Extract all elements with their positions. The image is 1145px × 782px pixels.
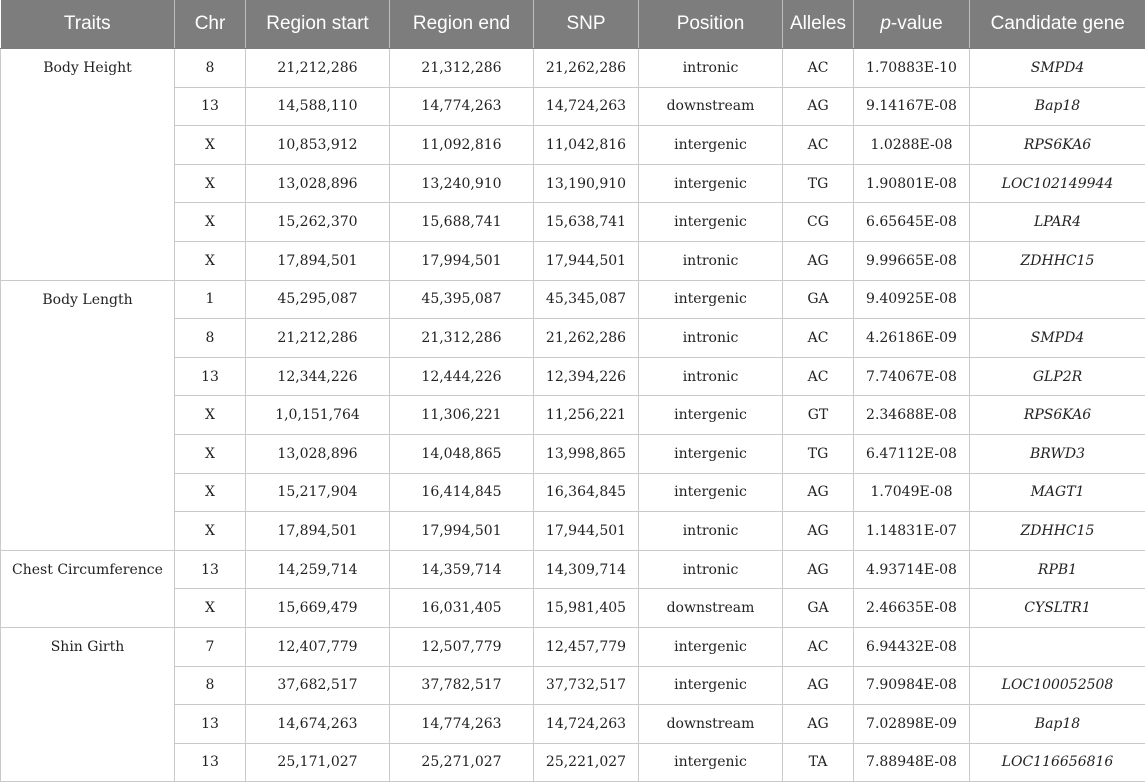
alleles-cell: TA <box>783 743 854 782</box>
region-end-cell: 11,092,816 <box>390 126 534 165</box>
snp-cell: 14,724,263 <box>534 87 639 126</box>
trait-cell: Body Height <box>1 49 175 281</box>
snp-cell: 25,221,027 <box>534 743 639 782</box>
position-cell: intronic <box>639 512 783 551</box>
table-body <box>1 49 1145 782</box>
table-header <box>1 0 1145 49</box>
region-end-cell: 37,782,517 <box>390 666 534 705</box>
region-start-cell: 17,894,501 <box>246 512 390 551</box>
header-traits: Traits <box>1 0 175 49</box>
pvalue-cell: 6.47112E-08 <box>854 434 970 473</box>
position-cell: downstream <box>639 705 783 744</box>
alleles-cell: GA <box>783 280 854 319</box>
candidate-gene-cell: RPS6KA6 <box>970 126 1145 165</box>
region-end-cell: 17,994,501 <box>390 241 534 280</box>
trait-cell: Body Length <box>1 280 175 550</box>
snp-cell: 17,944,501 <box>534 512 639 551</box>
position-cell: intergenic <box>639 434 783 473</box>
snp-cell: 12,394,226 <box>534 357 639 396</box>
alleles-cell: AG <box>783 87 854 126</box>
alleles-cell: TG <box>783 434 854 473</box>
alleles-cell: AC <box>783 49 854 88</box>
snp-cell: 11,042,816 <box>534 126 639 165</box>
snp-cell: 21,262,286 <box>534 319 639 358</box>
candidate-gene-cell: LOC100052508 <box>970 666 1145 705</box>
alleles-cell: AC <box>783 319 854 358</box>
pvalue-cell: 7.88948E-08 <box>854 743 970 782</box>
position-cell: intronic <box>639 550 783 589</box>
region-start-cell: 45,295,087 <box>246 280 390 319</box>
header-region-start: Region start <box>246 0 390 49</box>
chr-cell: X <box>175 512 246 551</box>
snp-cell: 37,732,517 <box>534 666 639 705</box>
position-cell: intergenic <box>639 280 783 319</box>
position-cell: intergenic <box>639 627 783 666</box>
snp-cell: 21,262,286 <box>534 49 639 88</box>
chr-cell: X <box>175 203 246 242</box>
candidate-gene-cell: LOC102149944 <box>970 164 1145 203</box>
header-region-end: Region end <box>390 0 534 49</box>
pvalue-cell: 7.74067E-08 <box>854 357 970 396</box>
table-row <box>1 627 1145 666</box>
candidate-gene-cell: MAGT1 <box>970 473 1145 512</box>
region-end-cell: 17,994,501 <box>390 512 534 551</box>
region-start-cell: 15,217,904 <box>246 473 390 512</box>
pvalue-cell: 4.93714E-08 <box>854 550 970 589</box>
region-start-cell: 21,212,286 <box>246 319 390 358</box>
position-cell: downstream <box>639 87 783 126</box>
region-start-cell: 14,674,263 <box>246 705 390 744</box>
region-end-cell: 16,414,845 <box>390 473 534 512</box>
candidate-gene-cell <box>970 280 1145 319</box>
snp-cell: 15,981,405 <box>534 589 639 628</box>
position-cell: downstream <box>639 589 783 628</box>
alleles-cell: AG <box>783 512 854 551</box>
region-end-cell: 11,306,221 <box>390 396 534 435</box>
chr-cell: X <box>175 473 246 512</box>
region-end-cell: 14,774,263 <box>390 87 534 126</box>
region-end-cell: 13,240,910 <box>390 164 534 203</box>
header-pvalue <box>854 0 970 49</box>
header-pvalue-italic: p <box>880 13 891 34</box>
candidate-gene-cell: ZDHHC15 <box>970 241 1145 280</box>
candidate-gene-cell: CYSLTR1 <box>970 589 1145 628</box>
region-start-cell: 25,171,027 <box>246 743 390 782</box>
header-candidate-gene: Candidate gene <box>970 0 1145 49</box>
position-cell: intergenic <box>639 473 783 512</box>
candidate-gene-cell: LOC116656816 <box>970 743 1145 782</box>
chr-cell: 8 <box>175 49 246 88</box>
pvalue-cell: 9.14167E-08 <box>854 87 970 126</box>
region-end-cell: 16,031,405 <box>390 589 534 628</box>
alleles-cell: TG <box>783 164 854 203</box>
region-start-cell: 21,212,286 <box>246 49 390 88</box>
alleles-cell: AG <box>783 666 854 705</box>
region-end-cell: 25,271,027 <box>390 743 534 782</box>
snp-cell: 13,998,865 <box>534 434 639 473</box>
region-start-cell: 12,407,779 <box>246 627 390 666</box>
header-row <box>1 0 1145 49</box>
region-end-cell: 12,507,779 <box>390 627 534 666</box>
candidate-gene-cell: SMPD4 <box>970 319 1145 358</box>
position-cell: intergenic <box>639 126 783 165</box>
alleles-cell: AG <box>783 550 854 589</box>
region-start-cell: 10,853,912 <box>246 126 390 165</box>
snp-cell: 45,345,087 <box>534 280 639 319</box>
candidate-gene-cell: Bap18 <box>970 87 1145 126</box>
pvalue-cell: 2.34688E-08 <box>854 396 970 435</box>
header-snp: SNP <box>534 0 639 49</box>
pvalue-cell: 4.26186E-09 <box>854 319 970 358</box>
position-cell: intronic <box>639 49 783 88</box>
chr-cell: X <box>175 241 246 280</box>
snp-cell: 13,190,910 <box>534 164 639 203</box>
region-start-cell: 14,259,714 <box>246 550 390 589</box>
candidate-gene-cell: SMPD4 <box>970 49 1145 88</box>
pvalue-cell: 1.0288E-08 <box>854 126 970 165</box>
region-end-cell: 15,688,741 <box>390 203 534 242</box>
region-start-cell: 15,669,479 <box>246 589 390 628</box>
chr-cell: 13 <box>175 743 246 782</box>
region-start-cell: 17,894,501 <box>246 241 390 280</box>
chr-cell: 1 <box>175 280 246 319</box>
chr-cell: X <box>175 164 246 203</box>
candidate-gene-cell: RPS6KA6 <box>970 396 1145 435</box>
chr-cell: X <box>175 434 246 473</box>
pvalue-cell: 6.65645E-08 <box>854 203 970 242</box>
region-start-cell: 13,028,896 <box>246 164 390 203</box>
chr-cell: 7 <box>175 627 246 666</box>
alleles-cell: AG <box>783 473 854 512</box>
candidate-gene-cell: ZDHHC15 <box>970 512 1145 551</box>
candidate-gene-cell: BRWD3 <box>970 434 1145 473</box>
trait-cell: Shin Girth <box>1 627 175 781</box>
pvalue-cell: 1.7049E-08 <box>854 473 970 512</box>
candidate-gene-cell: LPAR4 <box>970 203 1145 242</box>
alleles-cell: AC <box>783 627 854 666</box>
alleles-cell: AG <box>783 705 854 744</box>
pvalue-cell: 1.90801E-08 <box>854 164 970 203</box>
region-start-cell: 12,344,226 <box>246 357 390 396</box>
candidate-gene-cell: GLP2R <box>970 357 1145 396</box>
candidate-gene-cell <box>970 627 1145 666</box>
alleles-cell: AC <box>783 357 854 396</box>
header-pvalue-rest: -value <box>891 13 943 34</box>
position-cell: intergenic <box>639 203 783 242</box>
snp-cell: 15,638,741 <box>534 203 639 242</box>
region-start-cell: 13,028,896 <box>246 434 390 473</box>
position-cell: intergenic <box>639 743 783 782</box>
position-cell: intergenic <box>639 164 783 203</box>
alleles-cell: AC <box>783 126 854 165</box>
pvalue-cell: 1.14831E-07 <box>854 512 970 551</box>
table-row <box>1 49 1145 88</box>
region-end-cell: 14,359,714 <box>390 550 534 589</box>
region-start-cell: 37,682,517 <box>246 666 390 705</box>
region-end-cell: 14,774,263 <box>390 705 534 744</box>
chr-cell: 13 <box>175 87 246 126</box>
snp-cell: 16,364,845 <box>534 473 639 512</box>
snp-cell: 12,457,779 <box>534 627 639 666</box>
alleles-cell: AG <box>783 241 854 280</box>
header-alleles: Alleles <box>783 0 854 49</box>
position-cell: intronic <box>639 357 783 396</box>
region-end-cell: 21,312,286 <box>390 49 534 88</box>
chr-cell: 13 <box>175 357 246 396</box>
pvalue-cell: 2.46635E-08 <box>854 589 970 628</box>
snp-cell: 11,256,221 <box>534 396 639 435</box>
region-end-cell: 12,444,226 <box>390 357 534 396</box>
alleles-cell: CG <box>783 203 854 242</box>
region-start-cell: 15,262,370 <box>246 203 390 242</box>
pvalue-cell: 1.70883E-10 <box>854 49 970 88</box>
candidate-gene-cell: RPB1 <box>970 550 1145 589</box>
chr-cell: X <box>175 396 246 435</box>
snp-cell: 14,309,714 <box>534 550 639 589</box>
chr-cell: 8 <box>175 319 246 358</box>
position-cell: intronic <box>639 319 783 358</box>
pvalue-cell: 9.99665E-08 <box>854 241 970 280</box>
pvalue-cell: 6.94432E-08 <box>854 627 970 666</box>
chr-cell: 8 <box>175 666 246 705</box>
position-cell: intergenic <box>639 396 783 435</box>
chr-cell: 13 <box>175 705 246 744</box>
candidate-gene-cell: Bap18 <box>970 705 1145 744</box>
chr-cell: X <box>175 126 246 165</box>
region-end-cell: 45,395,087 <box>390 280 534 319</box>
region-start-cell: 1,0,151,764 <box>246 396 390 435</box>
trait-cell: Chest Circumference <box>1 550 175 627</box>
table-row <box>1 550 1145 589</box>
chr-cell: X <box>175 589 246 628</box>
region-end-cell: 21,312,286 <box>390 319 534 358</box>
header-position: Position <box>639 0 783 49</box>
chr-cell: 13 <box>175 550 246 589</box>
table-row <box>1 280 1145 319</box>
position-cell: intronic <box>639 241 783 280</box>
pvalue-cell: 9.40925E-08 <box>854 280 970 319</box>
region-end-cell: 14,048,865 <box>390 434 534 473</box>
alleles-cell: GA <box>783 589 854 628</box>
pvalue-cell: 7.02898E-09 <box>854 705 970 744</box>
snp-cell: 14,724,263 <box>534 705 639 744</box>
region-start-cell: 14,588,110 <box>246 87 390 126</box>
pvalue-cell: 7.90984E-08 <box>854 666 970 705</box>
alleles-cell: GT <box>783 396 854 435</box>
snp-cell: 17,944,501 <box>534 241 639 280</box>
header-chr: Chr <box>175 0 246 49</box>
position-cell: intergenic <box>639 666 783 705</box>
